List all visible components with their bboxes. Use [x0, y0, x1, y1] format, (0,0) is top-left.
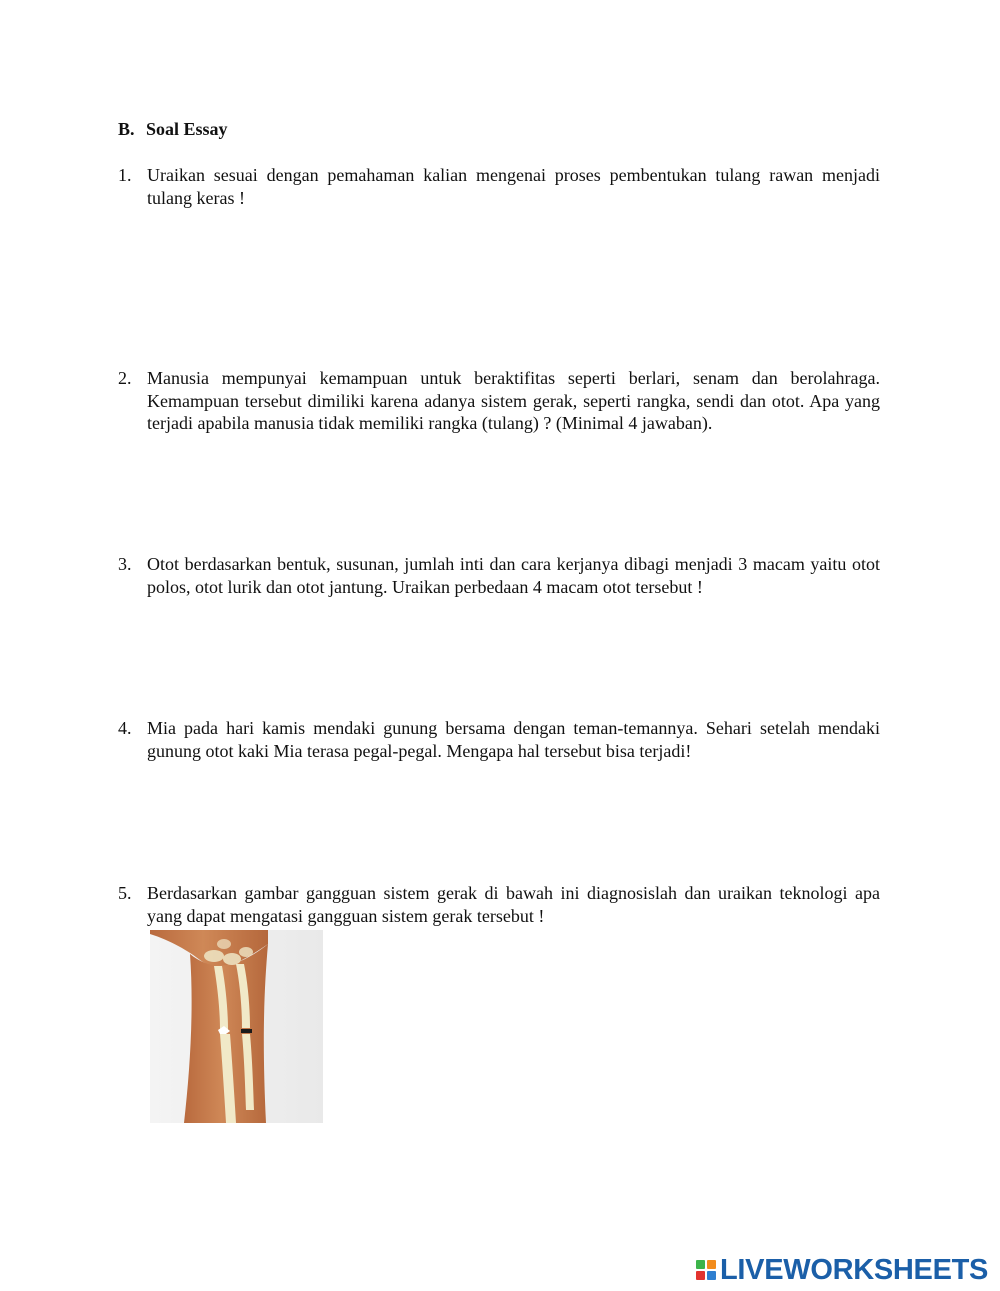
question-text: Berdasarkan gambar gangguan sistem gerak di bawah ini diagnosislah dan uraikan teknologi apa yang dapat mengatasi gangguan sistem gerak tersebut ! [147, 883, 880, 926]
liveworksheets-logo [696, 1254, 988, 1286]
question-number: 2. [118, 368, 132, 388]
question-number: 5. [118, 883, 132, 903]
question-number: 3. [118, 554, 132, 574]
section-heading [118, 118, 228, 140]
fractured-forearm-image [150, 930, 323, 1123]
question-number: 4. [118, 718, 132, 738]
question-5 [118, 882, 880, 927]
logo-text: LIVEWORKSHEETS [720, 1254, 989, 1286]
question-1 [118, 164, 880, 209]
question-3 [118, 553, 880, 598]
fractured-forearm-icon [150, 930, 323, 1123]
section-title: Soal Essay [146, 119, 228, 139]
question-number: 1. [118, 165, 132, 185]
question-text: Uraikan sesuai dengan pemahaman kalian mengenai proses pembentukan tulang rawan menjadi tulang keras ! [147, 165, 880, 208]
question-text: Mia pada hari kamis mendaki gunung bersama dengan teman-temannya. Sehari setelah mendaki gunung otot kaki Mia terasa pegal-pegal. Mengapa hal tersebut bisa terjadi! [147, 718, 880, 761]
question-text: Otot berdasarkan bentuk, susunan, jumlah inti dan cara kerjanya dibagi menjadi 3 macam yaitu otot polos, otot lurik dan otot jantung. Uraikan perbedaan 4 macam otot tersebut ! [147, 554, 880, 597]
question-4 [118, 717, 880, 762]
question-2 [118, 367, 880, 435]
section-letter: B. [118, 119, 135, 139]
logo-blocks-icon [696, 1260, 716, 1280]
question-text: Manusia mempunyai kemampuan untuk beraktifitas seperti berlari, senam dan berolahraga. Kemampuan tersebut dimiliki karena adanya sistem gerak, seperti rangka, sendi dan otot. Apa yang terjadi apabila manusia tidak memiliki rangka (tulang) ? (Minimal 4 jawaban). [147, 368, 880, 433]
